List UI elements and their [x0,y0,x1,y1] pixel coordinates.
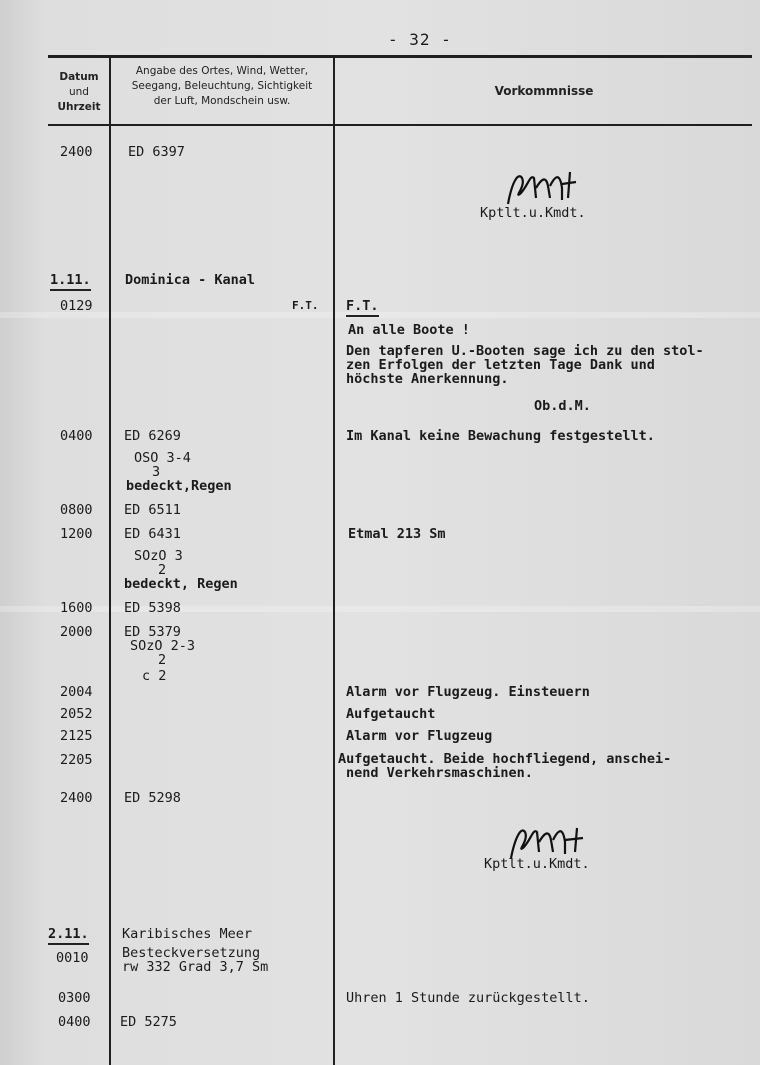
entry-event: Aufgetaucht [346,706,436,722]
entry-weather: bedeckt,Regen [126,478,232,494]
entry-position: ED 5275 [120,1014,177,1030]
entry-time: 0400 [60,428,93,444]
entry-wind: SOzO 2-3 [130,638,196,654]
entry-time: 2125 [60,728,93,744]
radio-message-line: höchste Anerkennung. [346,371,509,387]
entry-weather: bedeckt, Regen [124,576,238,592]
radio-message-signature: Ob.d.M. [534,398,591,414]
radio-message-line: An alle Boote ! [348,322,470,338]
location-heading: Karibisches Meer [122,926,253,942]
header-bottom-rule [48,124,752,126]
header-date-time: Datum und Uhrzeit [57,71,101,113]
location-heading: Dominica - Kanal [125,272,256,288]
column-divider-2 [333,57,335,1065]
entry-position: ED 6431 [124,526,181,542]
entry-time: 0400 [58,1014,91,1030]
entry-time: 0800 [60,502,93,518]
entry-position: ED 5379 [124,624,181,640]
entry-time: 2400 [60,144,93,160]
entry-time: 2205 [60,752,93,768]
entry-event: Im Kanal keine Bewachung festgestellt. [346,428,655,444]
radio-message-line: Den tapferen U.-Booten sage ich zu den stol- [346,343,704,359]
entry-time: 1200 [60,526,93,542]
entry-event: Alarm vor Flugzeug. Einsteuern [346,684,590,700]
header-events: Vorkommnisse [494,84,594,98]
entry-position: ED 6269 [124,428,181,444]
radio-message-line: zen Erfolgen der letzten Tage Dank und [346,357,655,373]
entry-wind: SOzO 3 [134,548,183,564]
entry-event: Uhren 1 Stunde zurückgestellt. [346,990,590,1006]
entry-wind: OSO 3-4 [134,450,191,466]
entry-time: 0300 [58,990,91,1006]
entry-position: ED 6511 [124,502,181,518]
entry-position: ED 5398 [124,600,181,616]
entry-event: Alarm vor Flugzeug [346,728,493,744]
scan-artifact [0,312,760,318]
date-heading: 1.11. [50,272,91,291]
signature-caption: Kptlt.u.Kmdt. [484,856,590,872]
entry-seastate: 3 [152,464,161,480]
entry-position: Besteckversetzung [122,945,261,961]
date-heading: 2.11. [48,926,89,945]
header-location-weather: Angabe des Ortes, Wind, Wetter, Seegang, Beleuchtung, Sichtigkeit der Luft, Mondschein usw. [131,65,313,107]
column-divider-1 [109,57,111,1065]
entry-event: nend Verkehrsmaschinen. [346,765,533,781]
entry-time: 0010 [56,950,89,966]
entry-time: 2400 [60,790,93,806]
entry-event: Aufgetaucht. Beide hochfliegend, anschei- [338,751,672,767]
entry-seastate: 2 [158,652,167,668]
entry-position: ED 5298 [124,790,181,806]
entry-position: ED 6397 [128,144,185,160]
radio-mark: F.T. [292,299,319,312]
entry-event: Etmal 213 Sm [348,526,446,542]
entry-seastate: 2 [158,562,167,578]
entry-weather: c 2 [142,668,167,684]
entry-position: rw 332 Grad 3,7 Sm [122,959,269,975]
table-top-rule [48,55,752,58]
entry-time: 1600 [60,600,93,616]
scan-artifact [0,606,760,612]
radio-message-heading: F.T. [346,298,379,317]
page-number: - 32 - [388,30,452,49]
signature-caption: Kptlt.u.Kmdt. [480,205,586,221]
entry-time: 0129 [60,298,93,314]
entry-time: 2004 [60,684,93,700]
entry-time: 2052 [60,706,93,722]
entry-time: 2000 [60,624,93,640]
